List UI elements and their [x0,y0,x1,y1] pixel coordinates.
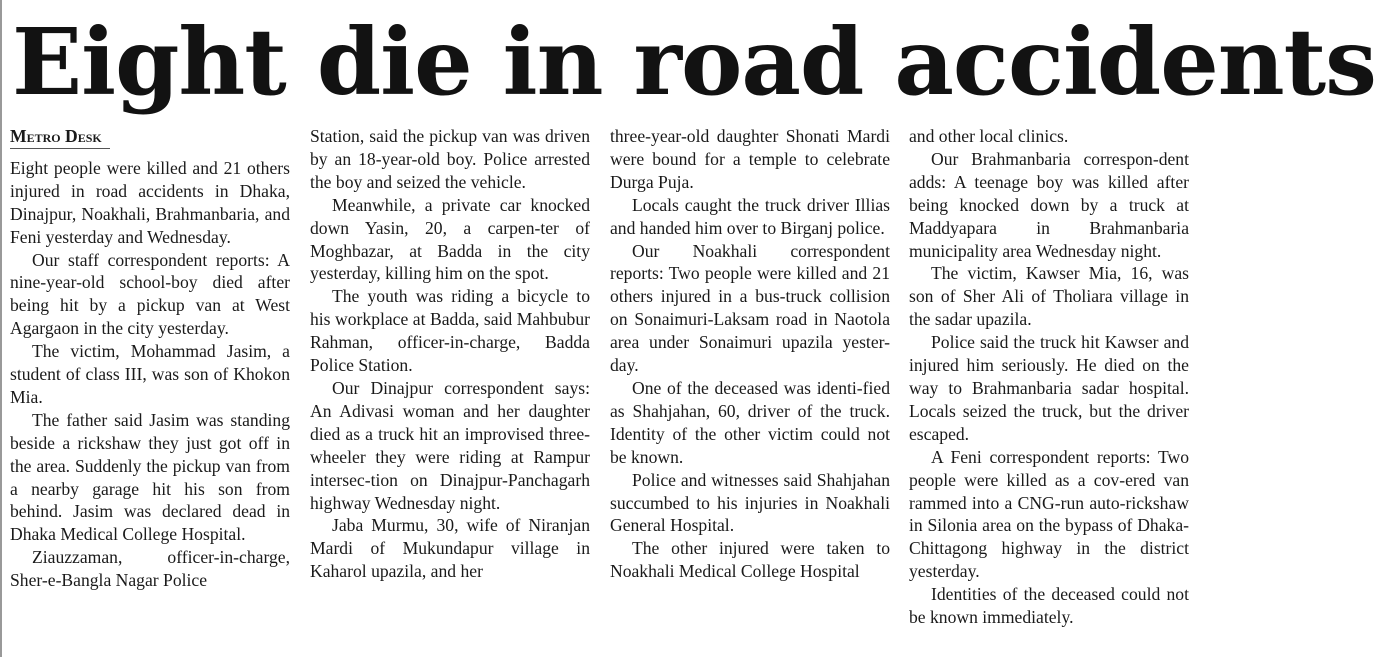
paragraph: Station, said the pickup van was driven by an 18-year-old boy. Police arrested the boy and seized the vehicle. [310,126,590,192]
paragraph: Our Noakhali correspondent reports: Two people were killed and 21 others injured in a bus-truck collision on Sonaimuri-Laksam road in Naotola area under Sonaimuri upazila yester-day. [610,240,890,376]
article-column-3 [610,125,890,583]
headline: Eight die in road accidents [12,8,1376,116]
paragraph: Ziauzzaman, officer-in-charge, Sher-e-Bangla Nagar Police [10,547,290,591]
paragraph: Police and witnesses said Shahjahan succumbed to his injuries in Noakhali General Hospital. [610,469,890,536]
paragraph: Identities of the deceased could not be known immediately. [909,584,1189,628]
paragraph: and other local clinics. [909,126,1069,146]
byline: Metro Desk [10,125,110,149]
paragraph: three-year-old daughter Shonati Mardi were bound for a temple to celebrate Durga Puja. [610,126,890,192]
paragraph: Our staff correspondent reports: A nine-year-old school-boy died after being hit by a pickup van at West Agargaon in the city yesterday. [10,249,290,339]
paragraph: The other injured were taken to Noakhali Medical College Hospital [610,538,890,582]
paragraph: The father said Jasim was standing beside a rickshaw they just got off in the area. Suddenly the pickup van from a nearby garage hit his son from behind. Jasim was declared dead in Dhaka Medical College Hospital. [10,409,290,545]
article-column-4 [909,125,1189,629]
paragraph: Our Brahmanbaria correspon-dent adds: A teenage boy was killed after being knocked down by a truck at Maddyapara in Brahmanbaria municipality area Wednesday night. [909,148,1189,261]
paragraph: Our Dinajpur correspondent says: An Adivasi woman and her daughter died as a truck hit an improvised three-wheeler they were riding at Rampur intersec-tion on Dinajpur-Panchagarh highway Wednesday night. [310,377,590,513]
paragraph: Locals caught the truck driver Illias and handed him over to Birganj police. [610,194,890,238]
left-column-rule [0,0,2,657]
article-column-2 [310,125,590,583]
paragraph: Meanwhile, a private car knocked down Yasin, 20, a carpen-ter of Moghbazar, at Badda in the city yesterday, killing him on the spot. [310,194,590,284]
paragraph: The youth was riding a bicycle to his workplace at Badda, said Mahbubur Rahman, officer-in-charge, Badda Police Station. [310,286,590,376]
paragraph: The victim, Mohammad Jasim, a student of class III, was son of Khokon Mia. [10,341,290,407]
paragraph: A Feni correspondent reports: Two people were killed as a cov-ered van rammed into a CNG-run auto-rickshaw in Silonia area on the bypass of Dhaka-Chittagong highway in the district yesterday. [909,446,1189,582]
paragraph: The victim, Kawser Mia, 16, was son of Sher Ali of Tholiara village in the sadar upazila. [909,263,1189,330]
paragraph: One of the deceased was identi-fied as Shahjahan, 60, driver of the truck. Identity of the other victim could not be known. [610,377,890,467]
paragraph: Jaba Murmu, 30, wife of Niranjan Mardi of Mukundapur village in Kaharol upazila, and her [310,515,590,582]
paragraph: Eight people were killed and 21 others injured in road accidents in Dhaka, Dinajpur, Noakhali, Brahmanbaria, and Feni yesterday and Wednesday. [10,157,290,247]
paragraph: Police said the truck hit Kawser and injured him seriously. He died on the way to Brahmanbaria sadar hospital. Locals seized the truck, but the driver escaped. [909,332,1189,444]
article-column-1 [10,125,290,592]
